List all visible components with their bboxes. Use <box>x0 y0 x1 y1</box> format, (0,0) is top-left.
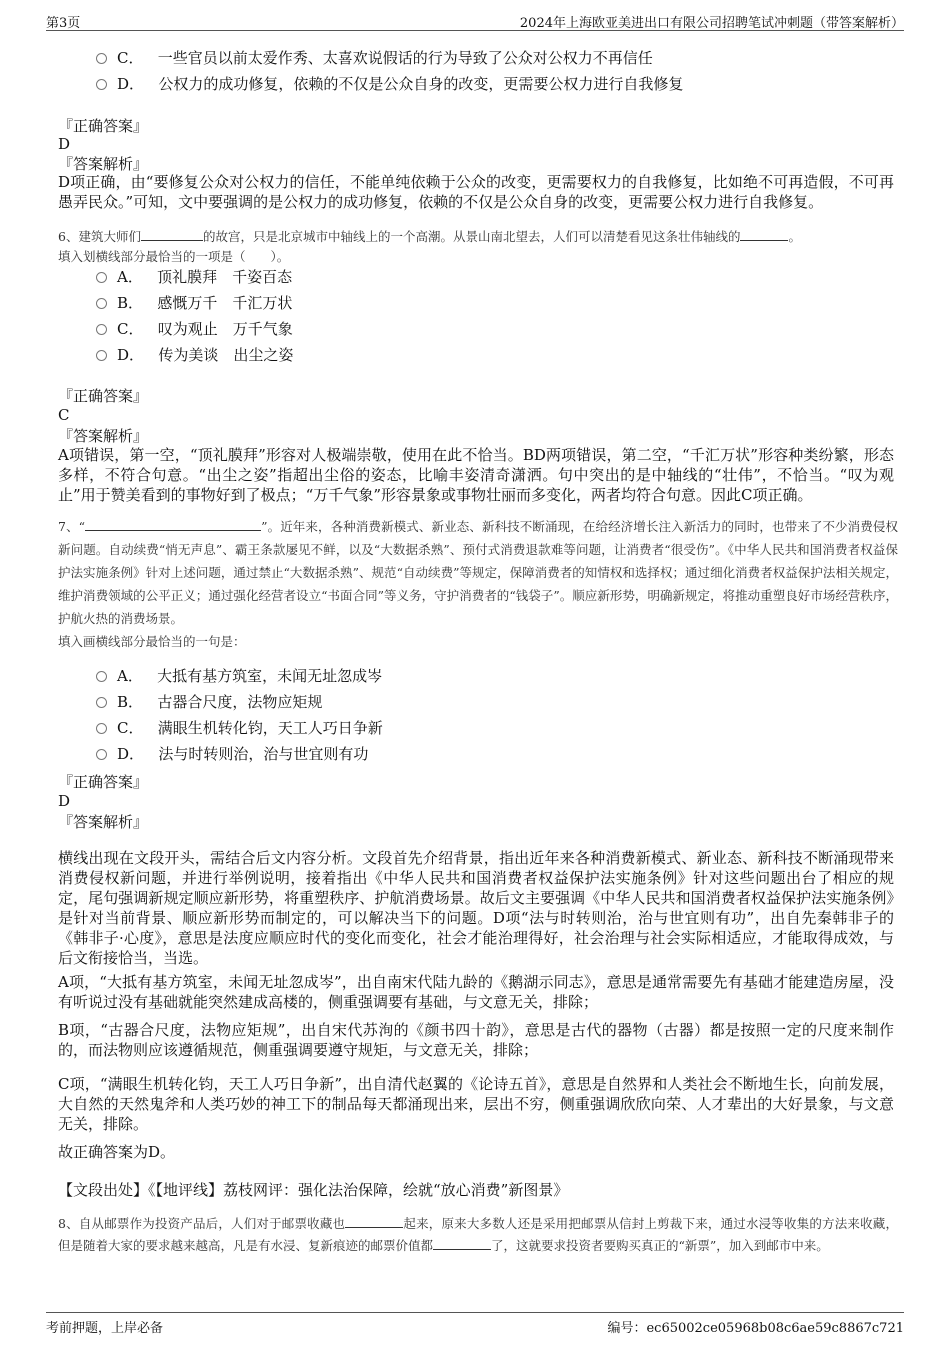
q6-stem: 6、建筑大师们 的故宫，只是北京城市中轴线上的一个高潮。从景山南北望去，人们可以清楚看见这条壮伟轴线的 。 填入划横线部分最恰当的一项是（ ）。 <box>58 226 898 267</box>
q7-analysis-p2: A项，“大抵有基方筑室，未闻无址忽成岑”，出自南宋代陆九龄的《鹅湖示同志》，意思是通常需要先有基础才能建造房屋，没有听说过没有基础就能突然建成高楼的，侧重强调要有基础，与文意无关，排除； <box>58 973 894 1011</box>
radio-icon[interactable] <box>96 723 107 734</box>
radio-icon[interactable] <box>96 350 107 361</box>
q7-prompt: 填入画横线部分最恰当的一句是： <box>58 634 246 649</box>
radio-icon[interactable] <box>96 324 107 335</box>
q6-option-c[interactable]: C． 叹为观止 万千气象 <box>96 318 293 340</box>
q6-answer: C <box>58 406 70 424</box>
answer-blank <box>141 226 203 241</box>
document-id: 编号：ec65002ce05968b08c6ae59c8867c721 <box>607 1321 904 1336</box>
q6-option-d[interactable]: D． 传为美谈 出尘之姿 <box>96 344 293 366</box>
document-title: 2024年上海欧亚美进出口有限公司招聘笔试冲刺题（带答案解析） <box>519 16 904 31</box>
page-header <box>46 8 904 31</box>
q7-answer-label: 『正确答案』 <box>58 773 149 791</box>
q5-option-d[interactable]: D． 公权力的成功修复，依赖的不仅是公众自身的改变，更需要公权力进行自我修复 <box>96 73 683 95</box>
radio-icon[interactable] <box>96 272 107 283</box>
q7-stem: 7、“ ”。近年来，各种消费新模式、新业态、新科技不断涌现，在给经济增长注入新活力的同时，也带来了不少消费侵权新问题。自动续费“悄无声息”、霸王条款屡见不鲜，以及“大数据杀熟”、预付式消费退款难等问题，让消费者“很受伤”。《中华人民共和国消费者权益保护法实施条例》针对上述问题，通过禁止“大数据杀熟”、规范“自动续费”等规定，保障消费者的知情权和选择权；通过细化消费者权益保护法相关规定，维护消费领域的公平正义；通过强化经营者设立“书面合同”等义务，守护消费者的“钱袋子”。顺应新形势，明确新规定，将推动重塑良好市场经营秩序，护航火热的消费场景。 <box>58 515 898 630</box>
answer-blank <box>433 1235 491 1250</box>
q6-answer-label: 『正确答案』 <box>58 387 149 405</box>
q7-option-c[interactable]: C． 满眼生机转化钧，天工人巧日争新 <box>96 717 383 739</box>
q6-option-b[interactable]: B． 感慨万千 千汇万状 <box>96 292 292 314</box>
radio-icon[interactable] <box>96 671 107 682</box>
q8-stem: 8、自从邮票作为投资产品后，人们对于邮票收藏也 起来，原来大多数人还是采用把邮票从信封上剪裁下来，通过水浸等收集的方法来收藏，但是随着大家的要求越来越高，凡是有水浸、复新痕迹的邮票价值都 了，这就要求投资者要购买真正的“新票”，加入到邮市中来。 <box>58 1213 898 1257</box>
radio-icon[interactable] <box>96 79 107 90</box>
q7-analysis-label: 『答案解析』 <box>58 813 149 831</box>
q6-analysis: A项错误，第一空，“顶礼膜拜”形容对人极端崇敬，使用在此不恰当。BD两项错误，第二空，“千汇万状”形容种类纷繁，形态多样，不符合句意。“出尘之姿”指超出尘俗的姿态，比喻丰姿清奇潇洒。句中突出的是中轴线的“壮伟”，不恰当。“叹为观止”用于赞美看到的事物好到了极点；“万千气象”形容景象或事物壮丽而多变化，两者均符合句意。因此C项正确。 <box>58 446 894 504</box>
q5-answer-label: 『正确答案』 <box>58 117 149 135</box>
q5-analysis-label: 『答案解析』 <box>58 155 149 173</box>
radio-icon[interactable] <box>96 749 107 760</box>
q7-analysis-p5: 故正确答案为D。 <box>58 1143 176 1161</box>
q7-answer: D <box>58 792 71 810</box>
answer-blank <box>85 516 261 531</box>
answer-blank <box>740 226 788 241</box>
q7-option-d[interactable]: D． 法与时转则治，治与世宜则有功 <box>96 743 368 765</box>
page-number: 第3页 <box>46 16 81 31</box>
q7-analysis-p3: B项，“古器合尺度，法物应矩规”，出自宋代苏洵的《颜书四十韵》，意思是古代的器物（古器）都是按照一定的尺度来制作的，而法物则应该遵循规范，侧重强调要遵守规矩，与文意无关，排除； <box>58 1021 894 1059</box>
q7-analysis-p4: C项，“满眼生机转化钧，天工人巧日争新”，出自清代赵翼的《论诗五首》，意思是自然界和人类社会不断地生长，向前发展，大自然的天然鬼斧和人类巧妙的神工下的制品每天都涌现出来，层出不穷，侧重强调欣欣向荣、人才辈出的大好景象，与文意无关，排除。 <box>58 1075 894 1133</box>
q5-analysis: D项正确，由“要修复公众对公权力的信任，不能单纯依赖于公众的改变，更需要权力的自我修复，比如绝不可再造假，不可再愚弄民众。”可知，文中要强调的是公权力的成功修复，依赖的不仅是公众自身的改变，更需要公权力进行自我修复。 <box>58 173 894 211</box>
q7-option-b[interactable]: B． 古器合尺度，法物应矩规 <box>96 691 322 713</box>
footer-slogan: 考前押题，上岸必备 <box>46 1321 164 1336</box>
radio-icon[interactable] <box>96 53 107 64</box>
q5-option-c[interactable]: C． 一些官员以前太爱作秀、太喜欢说假话的行为导致了公众对公权力不再信任 <box>96 47 653 69</box>
page-footer <box>46 1312 904 1337</box>
q7-analysis-p1: 横线出现在文段开头，需结合后文内容分析。文段首先介绍背景，指出近年来各种消费新模式、新业态、新科技不断涌现带来消费侵权新问题，并进行举例说明，接着指出《中华人民共和国消费者权益保护法实施条例》针对这些问题出台了相应的规定，尾句强调新规定顺应新形势，将重塑秩序、护航消费场景。故后文主要强调《中华人民共和国消费者权益保护法实施条例》是针对当前背景、顺应新形势而制定的，可以解决当下的问题。D项“法与时转则治，治与世宜则有功”，出自先秦韩非子的《韩非子·心度》，意思是法度应顺应时代的变化而变化，社会才能治理得好，社会治理与社会实际相适应，才能取得成效，与后文衔接恰当，当选。 <box>58 849 894 967</box>
answer-blank <box>345 1213 403 1228</box>
q7-source: 【文段出处】《【地评线】荔枝网评：强化法治保障，绘就“放心消费”新图景》 <box>58 1181 569 1199</box>
q6-option-a[interactable]: A． 顶礼膜拜 千姿百态 <box>96 266 292 288</box>
q6-analysis-label: 『答案解析』 <box>58 427 149 445</box>
radio-icon[interactable] <box>96 697 107 708</box>
q5-answer: D <box>58 135 71 153</box>
q7-option-a[interactable]: A． 大抵有基方筑室，未闻无址忽成岑 <box>96 665 382 687</box>
radio-icon[interactable] <box>96 298 107 309</box>
